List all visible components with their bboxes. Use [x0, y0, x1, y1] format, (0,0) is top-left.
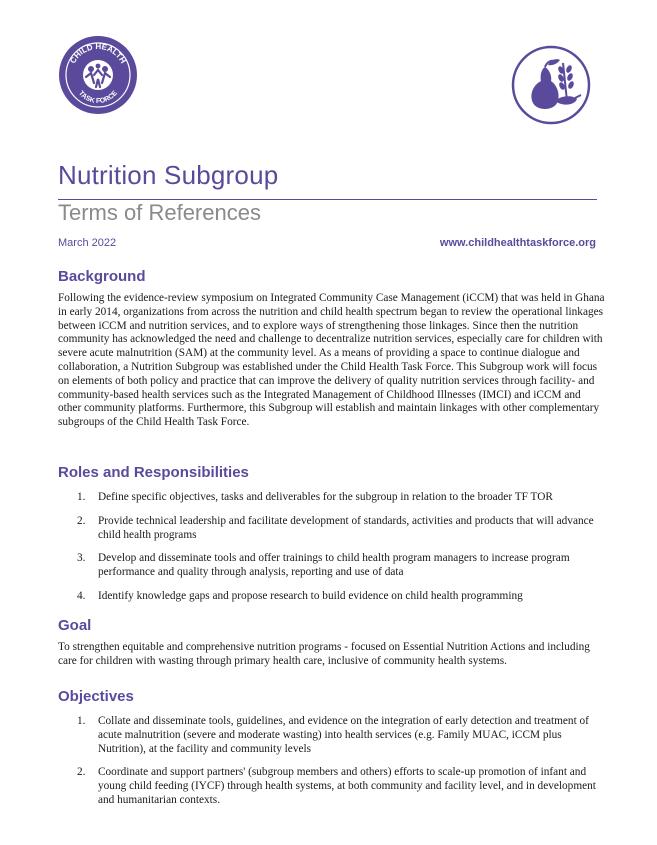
list-item: 1. Define specific objectives, tasks and deliverables for the subgroup in relation to the broader TF TOR — [77, 491, 553, 503]
document-date: March 2022 — [58, 237, 117, 249]
svg-text:TASK FORCE: TASK FORCE — [76, 89, 120, 106]
roles-heading: Roles and Responsibilities — [58, 464, 249, 481]
objectives-list — [58, 715, 598, 818]
roles-list — [58, 491, 598, 614]
objectives-heading: Objectives — [58, 688, 134, 705]
list-item: 2. Provide technical leadership and facilitate development of standards, activities and products that will advance child health programs — [77, 514, 594, 541]
list-item: 3. Develop and disseminate tools and offer trainings to child health program managers to increase program performance and quality through analysis, reporting and use of data — [77, 552, 570, 579]
list-item: 2. Coordinate and support partners' (subgroup members and others) efforts to scale-up promotion of infant and young child feeding (IYCF) through health systems, at both community and facility level, and in development and humanitarian contexts. — [77, 766, 596, 806]
page-subtitle: Terms of References — [58, 200, 261, 225]
svg-text:CHILD HEALTH: CHILD HEALTH — [68, 41, 128, 65]
list-item: 4. Identify knowledge gaps and propose research to build evidence on child health programming — [77, 589, 523, 602]
list-item: 1. Collate and disseminate tools, guidelines, and evidence on the integration of early detection and treatment of acute malnutrition (severe and moderate wasting) into health services (e.g. Family MUAC, iCCM plus Nutrition), at the facility and community levels — [77, 715, 589, 755]
goal-heading: Goal — [58, 617, 92, 634]
website-link[interactable]: www.childhealthtaskforce.org — [439, 237, 596, 249]
child-health-task-force-logo — [58, 35, 138, 115]
page-title: Nutrition Subgroup — [58, 160, 279, 190]
background-heading: Background — [58, 268, 146, 285]
background-paragraph: Following the evidence-review symposium on Integrated Community Case Management (iCCM) that was held in Ghana in early 2014, organizations from across the nutrition and child health spectrum began to review the operational linkages between iCCM and nutrition services, and to explore ways of strengthening those linkages. Since then the nutrition community has acknowledged the need and challenge to decentralize nutrition services, especially care for children with severe acute malnutrition (SAM) at the community level. As a means of providing a space to continue dialogue and collaboration, a Nutrition Subgroup was established under the Child Health Task Force. This Subgroup work will focus on elements of both policy and practice that can improve the delivery of quality nutrition services through facility- and community-based health services such as the Integrated Management of Childhood Illnesses (IMCI) and iCCM and other community platforms. Furthermore, this Subgroup will establish and maintain linkages with other complementary subgroups of the Child Health Task Force. — [58, 292, 605, 429]
goal-paragraph: To strengthen equitable and comprehensive nutrition programs - focused on Essential Nutrition Actions and including care for children with wasting through primary health care, inclusive of community health systems. — [58, 641, 590, 667]
nutrition-produce-icon — [511, 45, 591, 125]
